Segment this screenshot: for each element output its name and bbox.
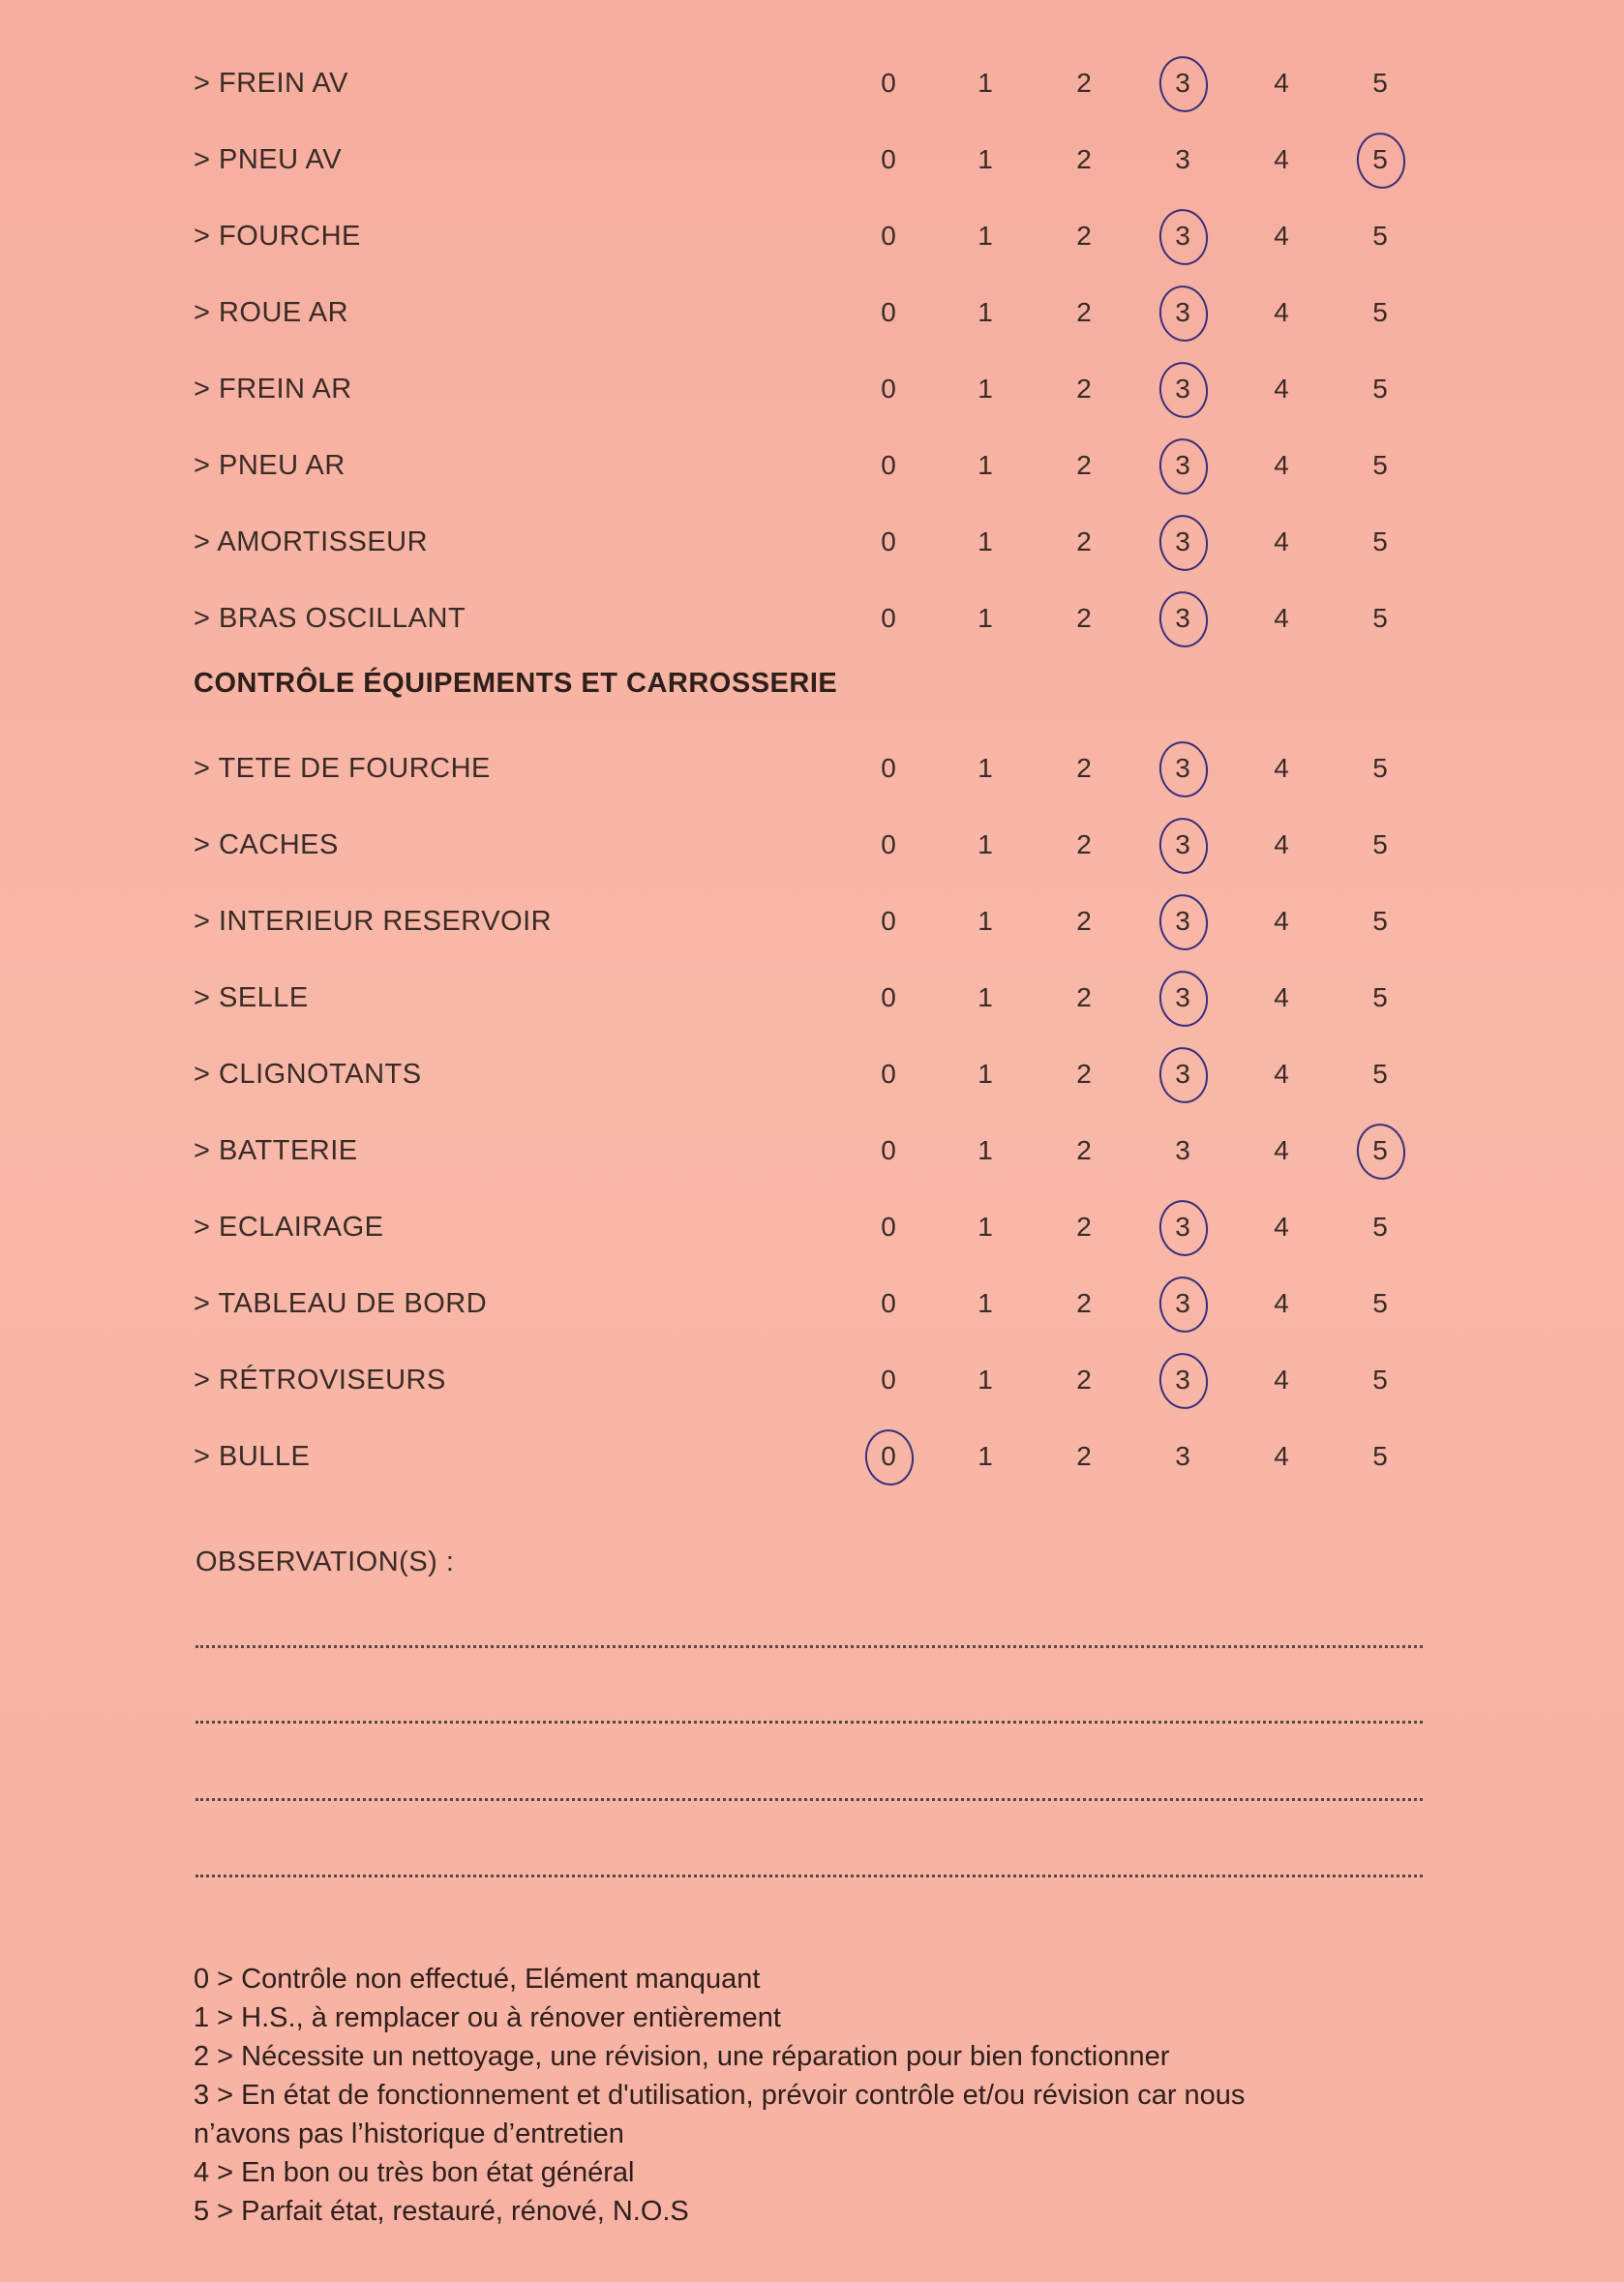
rating-option-0[interactable]: 0 — [881, 374, 896, 404]
rating-option-5[interactable]: 5 — [1372, 450, 1388, 480]
rating-option-2[interactable]: 2 — [1076, 1441, 1092, 1471]
rating-option-3[interactable]: 3 — [1154, 297, 1212, 328]
checklist-row — [194, 1280, 1452, 1338]
rating-option-1[interactable]: 1 — [977, 1365, 993, 1395]
rating-option-3[interactable]: 3 — [1154, 221, 1212, 252]
checklist-item-label: > CACHES — [194, 829, 339, 860]
rating-option-5[interactable]: 5 — [1351, 144, 1409, 175]
observation-line-3[interactable] — [195, 1798, 1423, 1801]
rating-option-0[interactable]: 0 — [881, 1212, 896, 1242]
rating-option-1[interactable]: 1 — [977, 1288, 993, 1318]
rating-option-2[interactable]: 2 — [1076, 982, 1092, 1012]
checklist-item-label: > TETE DE FOURCHE — [194, 753, 491, 784]
rating-option-4[interactable]: 4 — [1274, 526, 1289, 556]
rating-option-0[interactable]: 0 — [881, 1288, 896, 1318]
rating-option-1[interactable]: 1 — [977, 68, 993, 98]
rating-option-1[interactable]: 1 — [977, 753, 993, 783]
rating-option-4[interactable]: 4 — [1274, 374, 1289, 404]
rating-option-5[interactable]: 5 — [1372, 68, 1388, 98]
checklist-row — [194, 136, 1452, 195]
rating-option-4[interactable]: 4 — [1274, 144, 1289, 174]
checklist-item-label: > BULLE — [194, 1441, 311, 1472]
rating-option-4[interactable]: 4 — [1274, 906, 1289, 936]
rating-legend — [194, 1960, 1452, 2231]
rating-option-5[interactable]: 5 — [1372, 982, 1388, 1012]
rating-option-2[interactable]: 2 — [1076, 297, 1092, 327]
rating-option-2[interactable]: 2 — [1076, 68, 1092, 98]
rating-option-3[interactable]: 3 — [1175, 1441, 1190, 1471]
rating-option-3[interactable]: 3 — [1154, 68, 1212, 99]
legend-line-2: 2 > Nécessite un nettoyage, une révision, une réparation pour bien fonctionner — [194, 2041, 1170, 2072]
rating-option-2[interactable]: 2 — [1076, 603, 1092, 633]
rating-option-3[interactable]: 3 — [1154, 829, 1212, 860]
rating-option-0[interactable]: 0 — [881, 297, 896, 327]
legend-line-0: 0 > Contrôle non effectué, Elément manquant — [194, 1964, 761, 1995]
rating-option-5[interactable]: 5 — [1372, 1288, 1388, 1318]
rating-option-5[interactable]: 5 — [1372, 221, 1388, 251]
rating-option-5[interactable]: 5 — [1372, 1059, 1388, 1089]
rating-option-4[interactable]: 4 — [1274, 1212, 1289, 1242]
checklist-item-label: > BATTERIE — [194, 1135, 358, 1166]
rating-option-5[interactable]: 5 — [1351, 1135, 1409, 1166]
rating-option-3[interactable]: 3 — [1154, 1212, 1212, 1243]
rating-option-2[interactable]: 2 — [1076, 1059, 1092, 1089]
rating-option-5[interactable]: 5 — [1372, 1212, 1388, 1242]
rating-option-3[interactable]: 3 — [1154, 753, 1212, 784]
checklist-row — [194, 975, 1452, 1033]
legend-line-3-continued: n’avons pas l’historique d’entretien — [194, 2118, 624, 2149]
rating-option-4[interactable]: 4 — [1274, 1365, 1289, 1395]
observation-line-2[interactable] — [195, 1721, 1423, 1724]
rating-option-3[interactable]: 3 — [1154, 906, 1212, 937]
rating-option-1[interactable]: 1 — [977, 526, 993, 556]
checklist-item-label: > FOURCHE — [194, 221, 361, 252]
rating-option-4[interactable]: 4 — [1274, 829, 1289, 859]
rating-option-3[interactable]: 3 — [1154, 1288, 1212, 1319]
rating-option-1[interactable]: 1 — [977, 374, 993, 404]
rating-option-5[interactable]: 5 — [1372, 829, 1388, 859]
checklist-row — [194, 519, 1452, 577]
rating-option-4[interactable]: 4 — [1274, 1059, 1289, 1089]
rating-option-1[interactable]: 1 — [977, 144, 993, 174]
rating-option-0[interactable]: 0 — [881, 526, 896, 556]
rating-option-2[interactable]: 2 — [1076, 221, 1092, 251]
rating-option-4[interactable]: 4 — [1274, 982, 1289, 1012]
rating-option-0[interactable]: 0 — [881, 603, 896, 633]
checklist-item-label: > FREIN AR — [194, 374, 352, 405]
rating-option-4[interactable]: 4 — [1274, 297, 1289, 327]
rating-option-2[interactable]: 2 — [1076, 753, 1092, 783]
rating-option-0[interactable]: 0 — [881, 1365, 896, 1395]
legend-line-4: 4 > En bon ou très bon état général — [194, 2157, 635, 2188]
checklist-row — [194, 745, 1452, 803]
rating-option-0[interactable]: 0 — [881, 68, 896, 98]
checklist-item-label: > TABLEAU DE BORD — [194, 1288, 488, 1319]
rating-option-5[interactable]: 5 — [1372, 906, 1388, 936]
rating-option-0[interactable]: 0 — [859, 1441, 917, 1472]
rating-option-2[interactable]: 2 — [1076, 450, 1092, 480]
checklist-item-label: > CLIGNOTANTS — [194, 1059, 422, 1090]
rating-option-1[interactable]: 1 — [977, 1059, 993, 1089]
rating-option-2[interactable]: 2 — [1076, 1288, 1092, 1318]
rating-option-4[interactable]: 4 — [1274, 753, 1289, 783]
rating-option-3[interactable]: 3 — [1154, 526, 1212, 557]
rating-option-2[interactable]: 2 — [1076, 144, 1092, 174]
rating-option-1[interactable]: 1 — [977, 221, 993, 251]
rating-option-3[interactable]: 3 — [1175, 144, 1190, 174]
rating-option-1[interactable]: 1 — [977, 982, 993, 1012]
rating-option-2[interactable]: 2 — [1076, 1212, 1092, 1242]
observations-title: OBSERVATION(S) : — [195, 1546, 455, 1577]
rating-option-4[interactable]: 4 — [1274, 450, 1289, 480]
rating-option-0[interactable]: 0 — [881, 829, 896, 859]
rating-option-5[interactable]: 5 — [1372, 374, 1388, 404]
observation-line-4[interactable] — [195, 1875, 1423, 1877]
checklist-row — [194, 595, 1452, 653]
rating-option-2[interactable]: 2 — [1076, 1365, 1092, 1395]
checklist-row — [194, 442, 1452, 500]
rating-option-1[interactable]: 1 — [977, 603, 993, 633]
rating-option-1[interactable]: 1 — [977, 1441, 993, 1471]
rating-option-4[interactable]: 4 — [1274, 68, 1289, 98]
checklist-row — [194, 213, 1452, 271]
rating-option-1[interactable]: 1 — [977, 450, 993, 480]
rating-option-0[interactable]: 0 — [881, 753, 896, 783]
rating-option-3[interactable]: 3 — [1154, 603, 1212, 634]
rating-option-4[interactable]: 4 — [1274, 1135, 1289, 1165]
rating-option-1[interactable]: 1 — [977, 829, 993, 859]
rating-option-0[interactable]: 0 — [881, 144, 896, 174]
checklist-row — [194, 1051, 1452, 1109]
rating-option-0[interactable]: 0 — [881, 450, 896, 480]
rating-option-1[interactable]: 1 — [977, 297, 993, 327]
checklist-item-label: > SELLE — [194, 982, 309, 1013]
observation-line-1[interactable] — [195, 1645, 1423, 1648]
checklist-item-label: > PNEU AV — [194, 144, 343, 175]
rating-option-2[interactable]: 2 — [1076, 906, 1092, 936]
rating-option-1[interactable]: 1 — [977, 1135, 993, 1165]
legend-line-1: 1 > H.S., à remplacer ou à rénover entièrement — [194, 2002, 781, 2033]
checklist-row — [194, 1357, 1452, 1415]
section-title-equipment: CONTRÔLE ÉQUIPEMENTS ET CARROSSERIE — [194, 668, 838, 699]
rating-option-0[interactable]: 0 — [881, 982, 896, 1012]
rating-option-2[interactable]: 2 — [1076, 1135, 1092, 1165]
rating-option-5[interactable]: 5 — [1372, 603, 1388, 633]
checklist-item-label: > INTERIEUR RESERVOIR — [194, 906, 553, 937]
checklist-row — [194, 822, 1452, 880]
rating-option-0[interactable]: 0 — [881, 1135, 896, 1165]
rating-option-5[interactable]: 5 — [1372, 1365, 1388, 1395]
checklist-row — [194, 1127, 1452, 1186]
rating-option-3[interactable]: 3 — [1154, 450, 1212, 481]
rating-option-2[interactable]: 2 — [1076, 374, 1092, 404]
rating-option-5[interactable]: 5 — [1372, 526, 1388, 556]
rating-option-3[interactable]: 3 — [1154, 982, 1212, 1013]
checklist-row — [194, 1204, 1452, 1262]
checklist-row — [194, 1433, 1452, 1491]
rating-option-5[interactable]: 5 — [1372, 1441, 1388, 1471]
rating-option-5[interactable]: 5 — [1372, 297, 1388, 327]
rating-option-5[interactable]: 5 — [1372, 753, 1388, 783]
checklist-item-label: > RÉTROVISEURS — [194, 1365, 446, 1396]
checklist-row — [194, 289, 1452, 347]
rating-option-3[interactable]: 3 — [1154, 1059, 1212, 1090]
checklist-item-label: > ROUE AR — [194, 297, 349, 328]
rating-option-4[interactable]: 4 — [1274, 1441, 1289, 1471]
rating-option-1[interactable]: 1 — [977, 1212, 993, 1242]
rating-option-3[interactable]: 3 — [1154, 374, 1212, 405]
checklist-item-label: > AMORTISSEUR — [194, 526, 429, 557]
checklist-item-label: > FREIN AV — [194, 68, 348, 99]
legend-line-5: 5 > Parfait état, restauré, rénové, N.O.S — [194, 2196, 689, 2227]
rating-option-2[interactable]: 2 — [1076, 829, 1092, 859]
rating-option-2[interactable]: 2 — [1076, 526, 1092, 556]
legend-line-3: 3 > En état de fonctionnement et d'utilisation, prévoir contrôle et/ou révision car nous — [194, 2080, 1246, 2111]
rating-option-3[interactable]: 3 — [1175, 1135, 1190, 1165]
checklist-row — [194, 366, 1452, 424]
checklist-item-label: > BRAS OSCILLANT — [194, 603, 466, 634]
rating-option-3[interactable]: 3 — [1154, 1365, 1212, 1396]
checklist-item-label: > PNEU AR — [194, 450, 346, 481]
rating-option-0[interactable]: 0 — [881, 1059, 896, 1089]
rating-option-0[interactable]: 0 — [881, 221, 896, 251]
checklist-item-label: > ECLAIRAGE — [194, 1212, 384, 1243]
checklist-row — [194, 60, 1452, 118]
rating-option-4[interactable]: 4 — [1274, 603, 1289, 633]
rating-option-4[interactable]: 4 — [1274, 221, 1289, 251]
checklist-row — [194, 898, 1452, 956]
rating-option-1[interactable]: 1 — [977, 906, 993, 936]
rating-option-4[interactable]: 4 — [1274, 1288, 1289, 1318]
rating-option-0[interactable]: 0 — [881, 906, 896, 936]
